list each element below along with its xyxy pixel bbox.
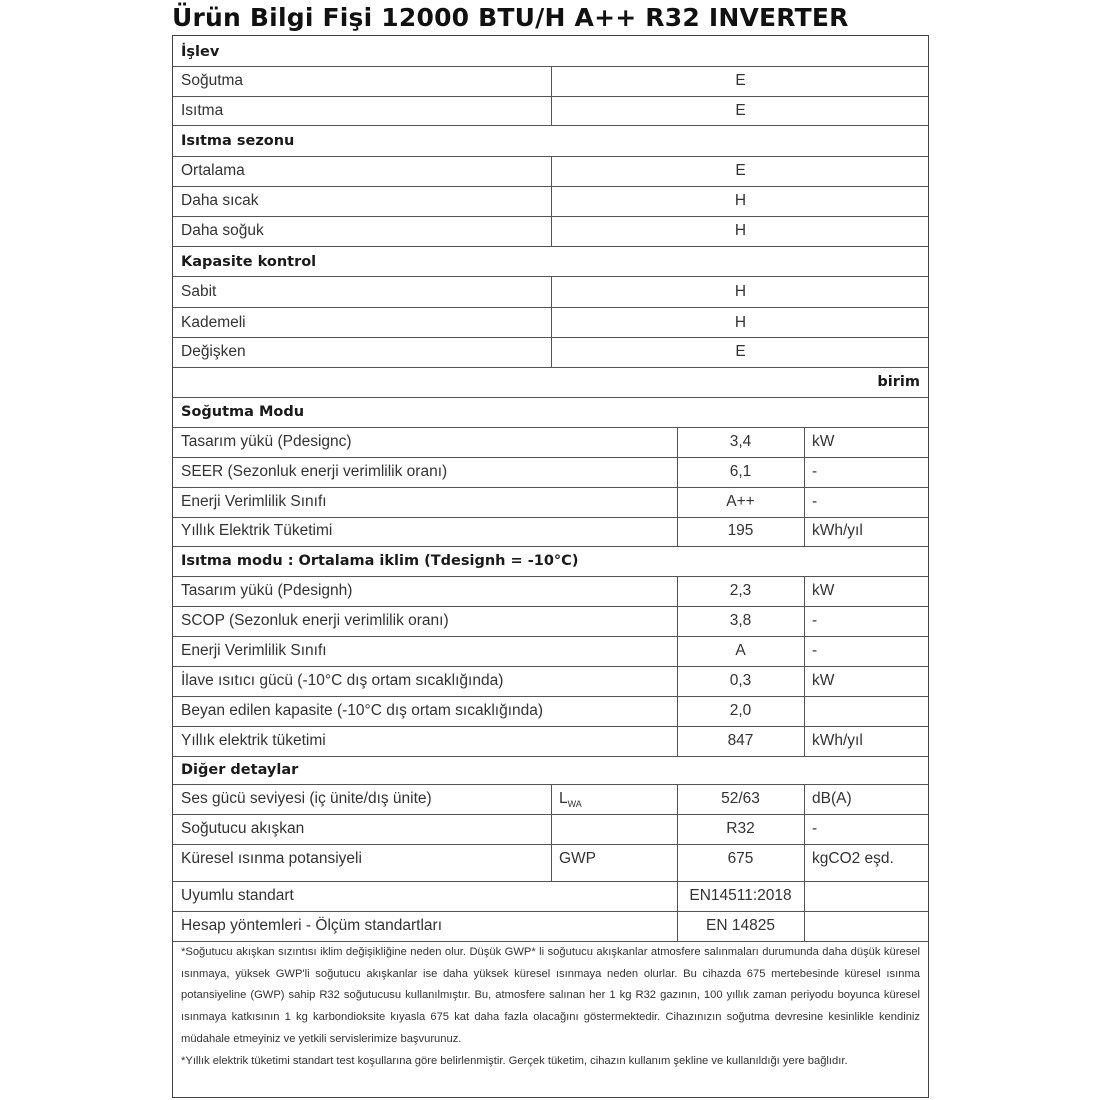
row-unit: kWh/yıl [812, 732, 863, 749]
row-label: Yıllık elektrik tüketimi [181, 732, 326, 749]
row-symbol: GWP [559, 850, 597, 867]
row-value: H [734, 192, 747, 209]
section-header-isitma-modu: Isıtma modu : Ortalama iklim (Tdesignh = -10°C) [181, 553, 579, 569]
divider [173, 576, 928, 577]
row-value: 6,1 [729, 463, 752, 480]
divider [173, 666, 928, 667]
row-label: Isıtma [181, 102, 224, 119]
row-label: Soğutma [181, 72, 244, 89]
divider [173, 517, 928, 518]
footnote-refrigerant: *Soğutucu akışkan sızıntısı iklim değişikliğine neden olur. Düşük GWP* li soğutucu akışkanlar atmosfere salınmaları durumunda daha düşük küresel ısınmaya, yüksek GWP'li soğutucu akışkanlar ise daha yüksek küresel ısınmaya neden olurlar. Bu cihazda 675 mertebesinde küresel ısınma potansiyeline (GWP) sahip R32 soğutucusu kullanılmıştır. Bu, atmosfere salınan her 1 kg R32 gazının, 100 yıllık zaman periyodu boyunca küresel ısınmaya katkısının 1 kg karbondioksite kıyasla 675 kat daha fazla olacağını göstermektedir. Cihazınızın soğutma devresine kesinlikle kendiniz müdahale etmeyiniz ve yetkili servislerimize başvurunuz. [181, 946, 920, 1045]
row-label: Ortalama [181, 162, 245, 179]
divider [173, 911, 928, 912]
row-unit: - [812, 642, 818, 659]
row-unit: kW [812, 582, 835, 599]
row-value: 0,3 [729, 672, 752, 689]
divider [173, 696, 928, 697]
section-header-islev: İşlev [181, 44, 220, 60]
row-value: 52/63 [721, 790, 760, 807]
symbol-main: L [559, 790, 568, 807]
row-value: 3,8 [729, 612, 752, 629]
row-label: Küresel ısınma potansiyeli [181, 850, 362, 867]
row-value: E [735, 72, 746, 89]
row-label: Daha soğuk [181, 222, 264, 239]
row-symbol [559, 789, 582, 814]
row-value: 675 [727, 850, 754, 867]
row-label: Tasarım yükü (Pdesignc) [181, 433, 352, 450]
row-value: A [735, 642, 746, 659]
row-value: E [735, 343, 746, 360]
section-header-diger: Diğer detaylar [181, 762, 299, 778]
row-value: R32 [726, 820, 755, 837]
row-value: A++ [726, 493, 755, 510]
footnote-consumption: *Yıllık elektrik tüketimi standart test koşullarına göre belirlenmiştir. Gerçek tüketim, cihazın kullanım şekline ve kullanıldığı yere bağlıdır. [181, 1054, 848, 1067]
unit-column-header: birim [877, 374, 920, 390]
row-value: EN 14825 [706, 917, 775, 934]
page-title: Ürün Bilgi Fişi 12000 BTU/H A++ R32 INVERTER [172, 3, 849, 32]
divider [173, 606, 928, 607]
divider [173, 546, 928, 547]
row-label: Değişken [181, 343, 246, 360]
divider [173, 246, 928, 247]
row-value: 2,3 [729, 582, 752, 599]
divider [173, 726, 928, 727]
row-label: Soğutucu akışkan [181, 820, 305, 837]
divider [677, 576, 678, 756]
row-value: EN14511:2018 [689, 887, 792, 904]
row-label: Enerji Verimlilik Sınıfı [181, 642, 327, 659]
row-unit: - [812, 493, 818, 510]
row-label: Yıllık Elektrik Tüketimi [181, 522, 333, 539]
row-label: Ses gücü seviyesi (iç ünite/dış ünite) [181, 790, 432, 807]
row-value: H [734, 314, 747, 331]
divider [173, 427, 928, 428]
row-unit: - [812, 612, 818, 629]
row-value: 847 [727, 732, 754, 749]
section-header-sogutma-modu: Soğutma Modu [181, 404, 305, 420]
product-info-sheet [172, 35, 929, 1098]
row-unit: kgCO2 eşd. [812, 850, 894, 867]
divider [173, 756, 928, 757]
divider [804, 576, 805, 756]
row-unit: kWh/yıl [812, 522, 863, 539]
divider [173, 367, 928, 368]
row-label: Enerji Verimlilik Sınıfı [181, 493, 327, 510]
row-label: Uyumlu standart [181, 887, 294, 904]
row-value: H [734, 283, 747, 300]
row-unit: - [812, 820, 818, 837]
divider [173, 397, 928, 398]
row-label: Beyan edilen kapasite (-10°C dış ortam sıcaklığında) [181, 702, 544, 719]
symbol-subscript: WA [567, 799, 582, 810]
row-value: 195 [727, 522, 754, 539]
row-label: SCOP (Sezonluk enerji verimlilik oranı) [181, 612, 449, 629]
row-value: 2,0 [729, 702, 752, 719]
row-label: Daha sıcak [181, 192, 259, 209]
divider [173, 487, 928, 488]
row-value: H [734, 222, 747, 239]
row-label: İlave ısıtıcı gücü (-10°C dış ortam sıcaklığında) [181, 672, 504, 689]
row-label: SEER (Sezonluk enerji verimlilik oranı) [181, 463, 448, 480]
divider [804, 427, 805, 547]
row-unit: kW [812, 672, 835, 689]
row-value: E [735, 162, 746, 179]
divider [804, 784, 805, 941]
row-unit: kW [812, 433, 835, 450]
divider [173, 636, 928, 637]
section-header-isitma-sezonu: Isıtma sezonu [181, 133, 295, 149]
row-value: E [735, 102, 746, 119]
divider [173, 457, 928, 458]
footnotes [181, 942, 920, 1072]
row-value: 3,4 [729, 433, 752, 450]
row-unit: - [812, 463, 818, 480]
row-unit: dB(A) [812, 790, 852, 807]
row-label: Tasarım yükü (Pdesignh) [181, 582, 353, 599]
row-label: Hesap yöntemleri - Ölçüm standartları [181, 917, 443, 934]
row-label: Sabit [181, 283, 217, 300]
divider [173, 881, 928, 882]
row-label: Kademeli [181, 314, 246, 331]
section-header-kapasite: Kapasite kontrol [181, 254, 317, 270]
divider [551, 784, 552, 881]
